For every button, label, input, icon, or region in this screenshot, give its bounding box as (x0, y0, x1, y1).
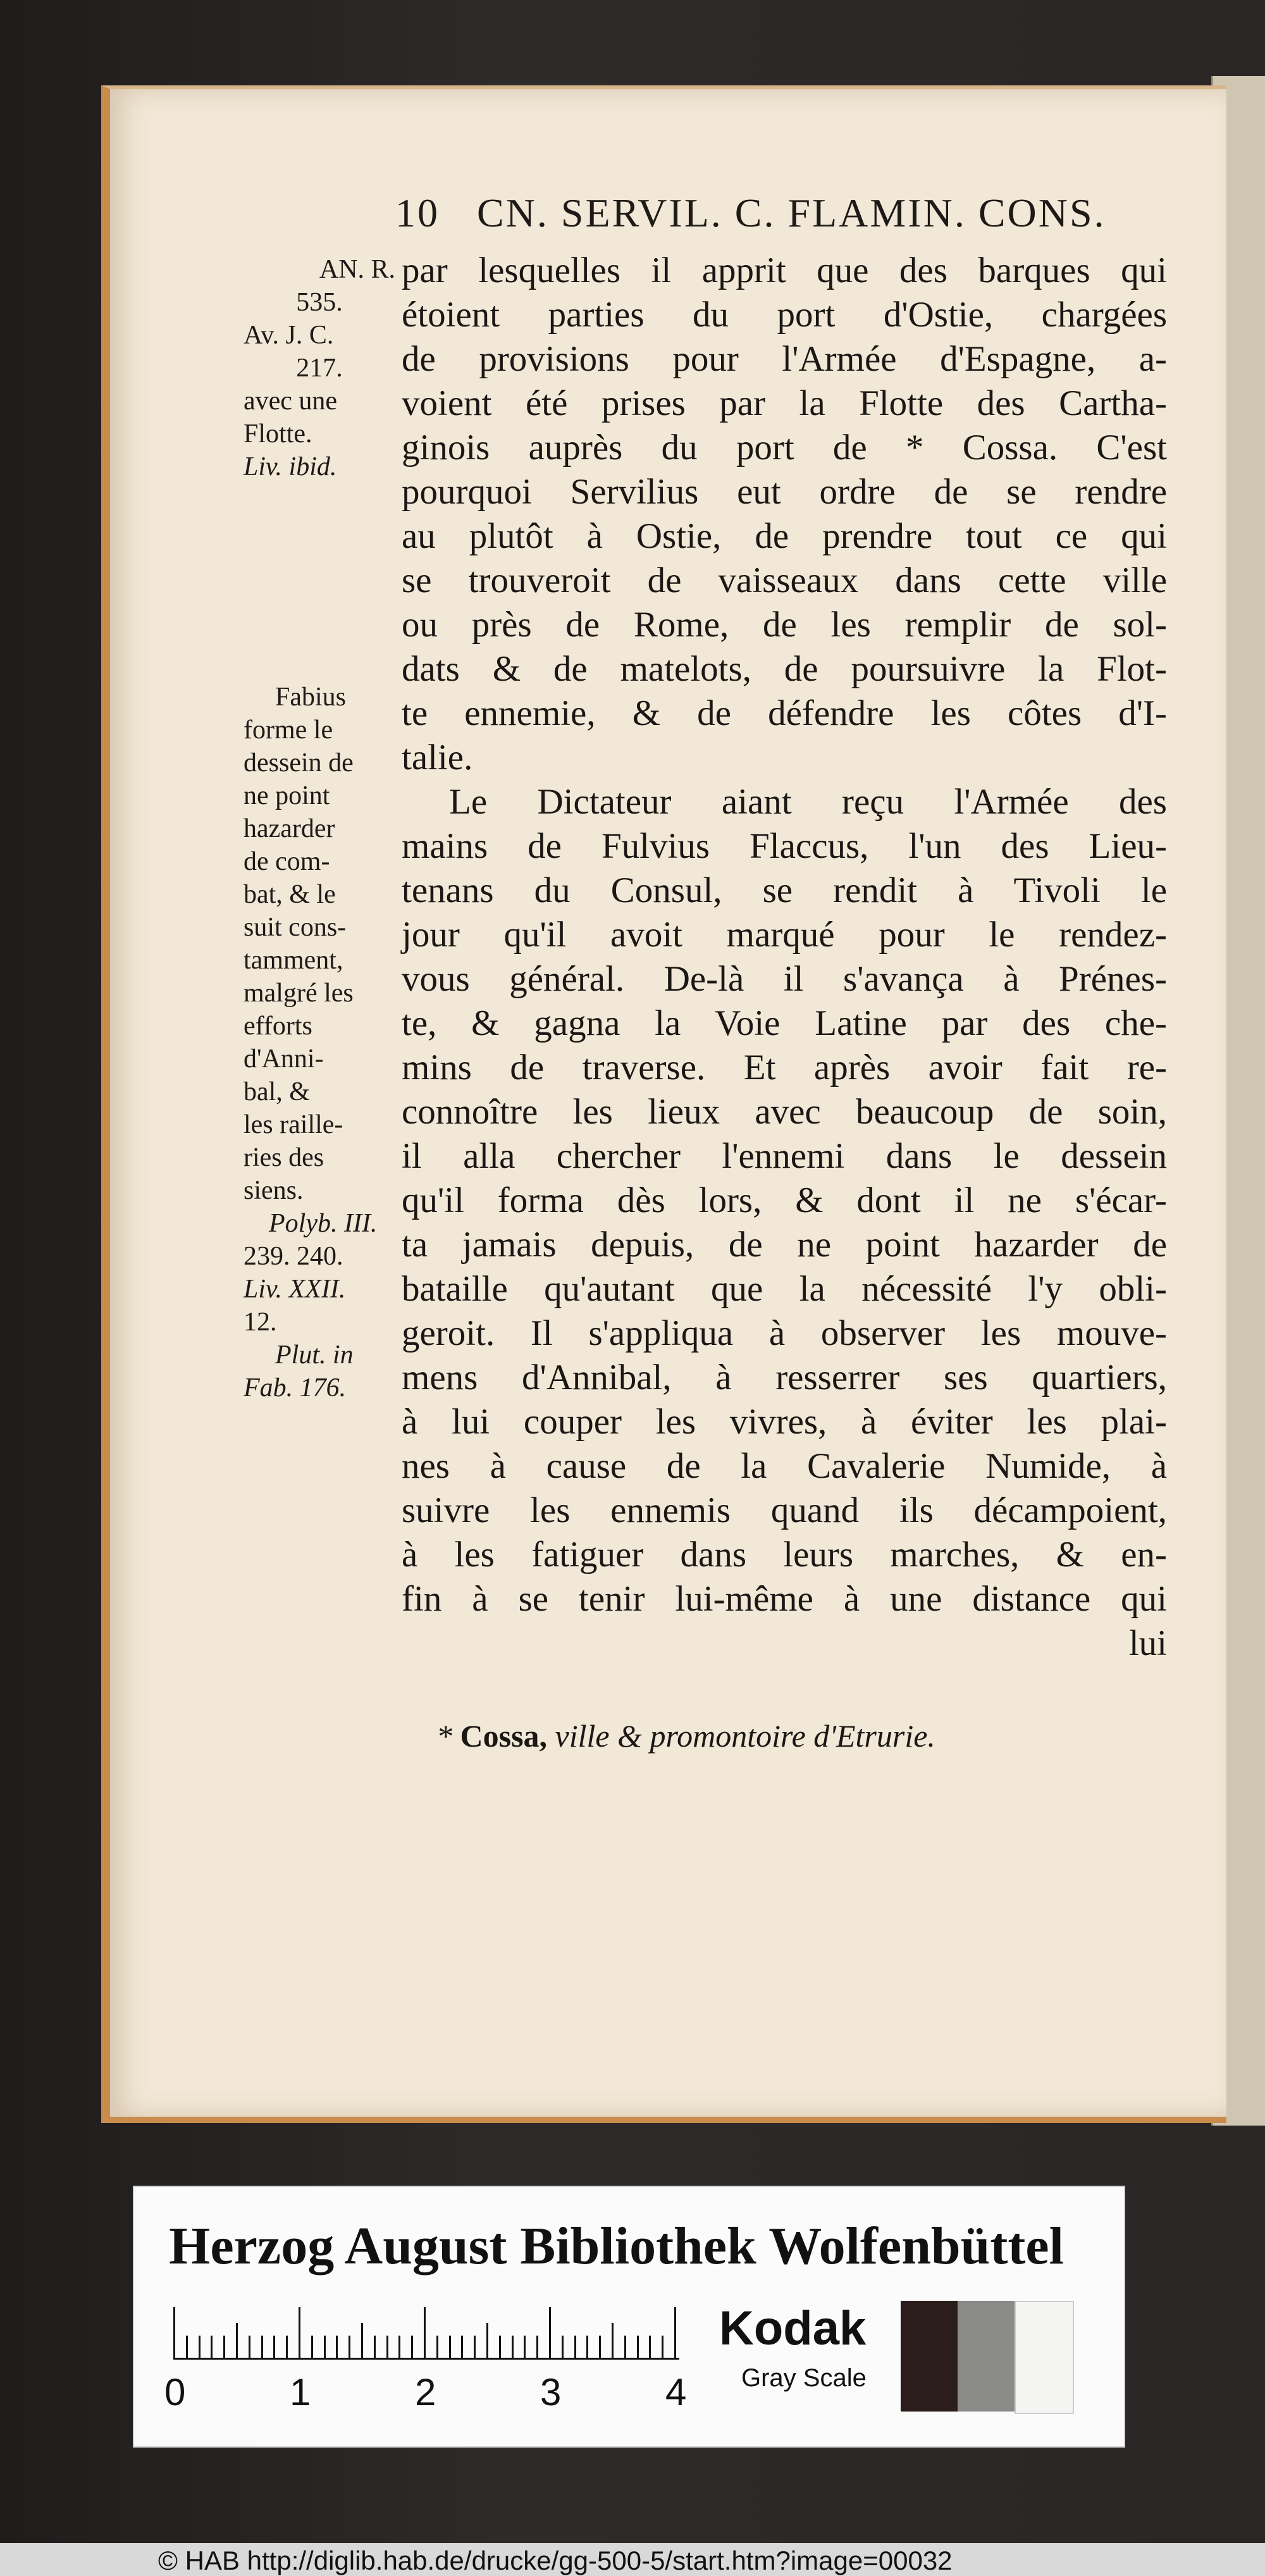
page-number: 10 (395, 190, 440, 235)
ruler-tick (436, 2336, 438, 2358)
margin-bc-number: 217. (296, 354, 343, 383)
margin-note-line: 12. (244, 1308, 277, 1337)
margin-note-line: bal, & (244, 1077, 310, 1106)
text-line: à lui couper les vivres, à éviter les plai- (402, 1402, 1167, 1442)
text-line: de provisions pour l'Armée d'Espagne, a- (402, 339, 1167, 379)
text-line: ginois auprès du port de * Cossa. C'est (402, 428, 1167, 468)
margin-bc-label: Av. J. C. (244, 321, 334, 350)
ruler-tick (574, 2336, 576, 2358)
ruler-tick (398, 2336, 400, 2358)
text-line: nes à cause de la Cavalerie Numide, à (402, 1446, 1167, 1486)
ruler-tick (361, 2323, 363, 2358)
margin-note-line: ries des (244, 1143, 324, 1172)
measurement-ruler (173, 2307, 679, 2360)
text-line: mens d'Annibal, à resserrer ses quartiers, (402, 1358, 1167, 1397)
text-line: vous général. De-là il s'avança à Prénes- (402, 959, 1167, 999)
margin-note-line: forme le (244, 715, 333, 745)
footnote-text: ville & promontoire d'Etrurie. (555, 1718, 935, 1754)
margin-note-line: suit cons- (244, 913, 347, 942)
margin-note-line: Flotte. (244, 419, 312, 449)
ruler-tick (524, 2336, 526, 2358)
footnote-marker: * (436, 1718, 452, 1754)
text-line: mins de traverse. Et après avoir fait re- (402, 1048, 1167, 1087)
margin-note-line: Liv. ibid. (244, 452, 337, 481)
margin-note-line: dessein de (244, 748, 354, 777)
ruler-tick (624, 2336, 626, 2358)
ruler-tick (336, 2336, 338, 2358)
margin-note-line: Polyb. III. (269, 1209, 378, 1238)
ruler-tick (273, 2336, 275, 2358)
ruler-tick (299, 2307, 300, 2358)
text-line: te ennemie, & de défendre les côtes d'I- (402, 693, 1167, 733)
ruler-tick (223, 2336, 225, 2358)
ruler-tick (186, 2336, 188, 2358)
margin-note-line: d'Anni- (244, 1044, 324, 1074)
text-line: geroit. Il s'appliqua à observer les mouve- (402, 1313, 1167, 1353)
text-line: te, & gagna la Voie Latine par des che- (402, 1003, 1167, 1043)
ruler-tick (411, 2336, 413, 2358)
text-line: suivre les ennemis quand ils décampoient, (402, 1490, 1167, 1530)
gray-scale-label: Gray Scale (741, 2364, 867, 2392)
text-line: mains de Fulvius Flaccus, l'un des Lieu- (402, 826, 1167, 866)
ruler-tick (249, 2336, 250, 2358)
running-title: CN. SERVIL. C. FLAMIN. CONS. (477, 190, 1106, 235)
running-head (395, 190, 1164, 240)
ruler-tick (474, 2336, 476, 2358)
text-line: ou près de Rome, de les remplir de sol- (402, 605, 1167, 645)
gray-swatch-mid (958, 2301, 1015, 2412)
margin-year-label: AN. R. (319, 255, 395, 284)
ruler-tick (586, 2336, 588, 2358)
body-text (402, 249, 1167, 1666)
ruler-number: 1 (290, 2371, 311, 2413)
ruler-tick (536, 2336, 538, 2358)
ruler-tick (549, 2307, 551, 2358)
kodak-logo: Kodak (719, 2301, 867, 2355)
margin-note-line: siens. (244, 1176, 304, 1205)
margin-note-line: Plut. in (275, 1341, 354, 1370)
margin-note-line: ne point (244, 781, 330, 810)
ruler-tick (349, 2336, 350, 2358)
text-line: tenans du Consul, se rendit à Tivoli le (402, 870, 1167, 910)
text-line: à les fatiguer dans leurs marches, & en- (402, 1535, 1167, 1575)
margin-year-number: 535. (296, 288, 343, 317)
text-line: par lesquelles il apprit que des barques qui (402, 251, 1167, 290)
ruler-tick (499, 2336, 501, 2358)
ruler-tick (311, 2336, 313, 2358)
ruler-tick (486, 2323, 488, 2358)
text-line: qu'il forma dès lors, & dont il ne s'écar- (402, 1180, 1167, 1220)
margin-note-line: 239. 240. (244, 1242, 343, 1271)
text-line: Le Dictateur aiant reçu l'Armée des (449, 782, 1167, 822)
ruler-number: 2 (415, 2371, 436, 2413)
text-line: il alla chercher l'ennemi dans le dessein (402, 1136, 1167, 1176)
footnote-name: Cossa, (460, 1718, 548, 1754)
ruler-tick (236, 2323, 238, 2358)
ruler-tick (461, 2336, 463, 2358)
ruler-tick (612, 2323, 614, 2358)
text-line: ta jamais depuis, de ne point hazarder de (402, 1225, 1167, 1265)
ruler-tick (386, 2336, 388, 2358)
color-calibration-card (133, 2186, 1125, 2448)
ruler-tick (286, 2336, 288, 2358)
margin-note-line: efforts (244, 1012, 312, 1041)
text-line: talie. (402, 738, 473, 777)
footnote (436, 1718, 1164, 1754)
text-line: connoître les lieux avec beaucoup de soin, (402, 1092, 1167, 1132)
ruler-tick (562, 2336, 564, 2358)
ruler-tick (512, 2336, 514, 2358)
margin-note-line: hazarder (244, 814, 335, 843)
text-line: pourquoi Servilius eut ordre de se rendre (402, 472, 1167, 512)
ruler-tick (424, 2307, 426, 2358)
ruler-tick (599, 2336, 601, 2358)
ruler-tick (261, 2336, 263, 2358)
margin-note-line: Liv. XXII. (244, 1275, 346, 1304)
ruler-tick (374, 2336, 376, 2358)
ruler-tick (173, 2307, 175, 2358)
margin-note-line: Fab. 176. (244, 1373, 347, 1403)
ruler-tick (199, 2336, 201, 2358)
margin-note-line: les raille- (244, 1110, 343, 1139)
text-line: au plutôt à Ostie, de prendre tout ce qui (402, 516, 1167, 556)
margin-note-line: bat, & le (244, 880, 336, 909)
gray-swatch-light (1015, 2301, 1074, 2414)
margin-note-line: malgré les (244, 979, 354, 1008)
margin-note-line: Fabius (275, 683, 347, 712)
margin-notes (244, 253, 395, 1404)
catchword: lui (1128, 1623, 1167, 1663)
margin-note-line: tamment, (244, 946, 343, 975)
ruler-tick (324, 2336, 326, 2358)
ruler-number: 3 (540, 2371, 562, 2413)
text-line: étoient parties du port d'Ostie, chargées (402, 295, 1167, 335)
ruler-tick (211, 2336, 213, 2358)
margin-note-line: avec une (244, 387, 338, 416)
ruler-number: 4 (665, 2371, 687, 2413)
ruler-number: 0 (164, 2371, 186, 2413)
library-name: Herzog August Bibliothek Wolfenbüttel (169, 2217, 1064, 2276)
ruler-tick (449, 2336, 451, 2358)
text-line: dats & de matelots, de poursuivre la Flot- (402, 649, 1167, 689)
text-line: jour qu'il avoit marqué pour le rendez- (402, 915, 1167, 955)
ruler-tick (674, 2307, 676, 2358)
ruler-tick (649, 2336, 651, 2358)
text-line: bataille qu'autant que la nécessité l'y obli- (402, 1269, 1167, 1309)
gray-swatch-dark (901, 2301, 958, 2412)
text-line: voient été prises par la Flotte des Cartha- (402, 383, 1167, 423)
ruler-tick (637, 2336, 639, 2358)
ruler-tick (662, 2336, 663, 2358)
text-line: fin à se tenir lui-même à une distance qui (402, 1579, 1167, 1619)
margin-note-line: de com- (244, 847, 330, 876)
copyright-footer: © HAB http://diglib.hab.de/drucke/gg-500-5/start.htm?image=00032 (158, 2546, 953, 2575)
text-line: se trouveroit de vaisseaux dans cette ville (402, 560, 1167, 600)
